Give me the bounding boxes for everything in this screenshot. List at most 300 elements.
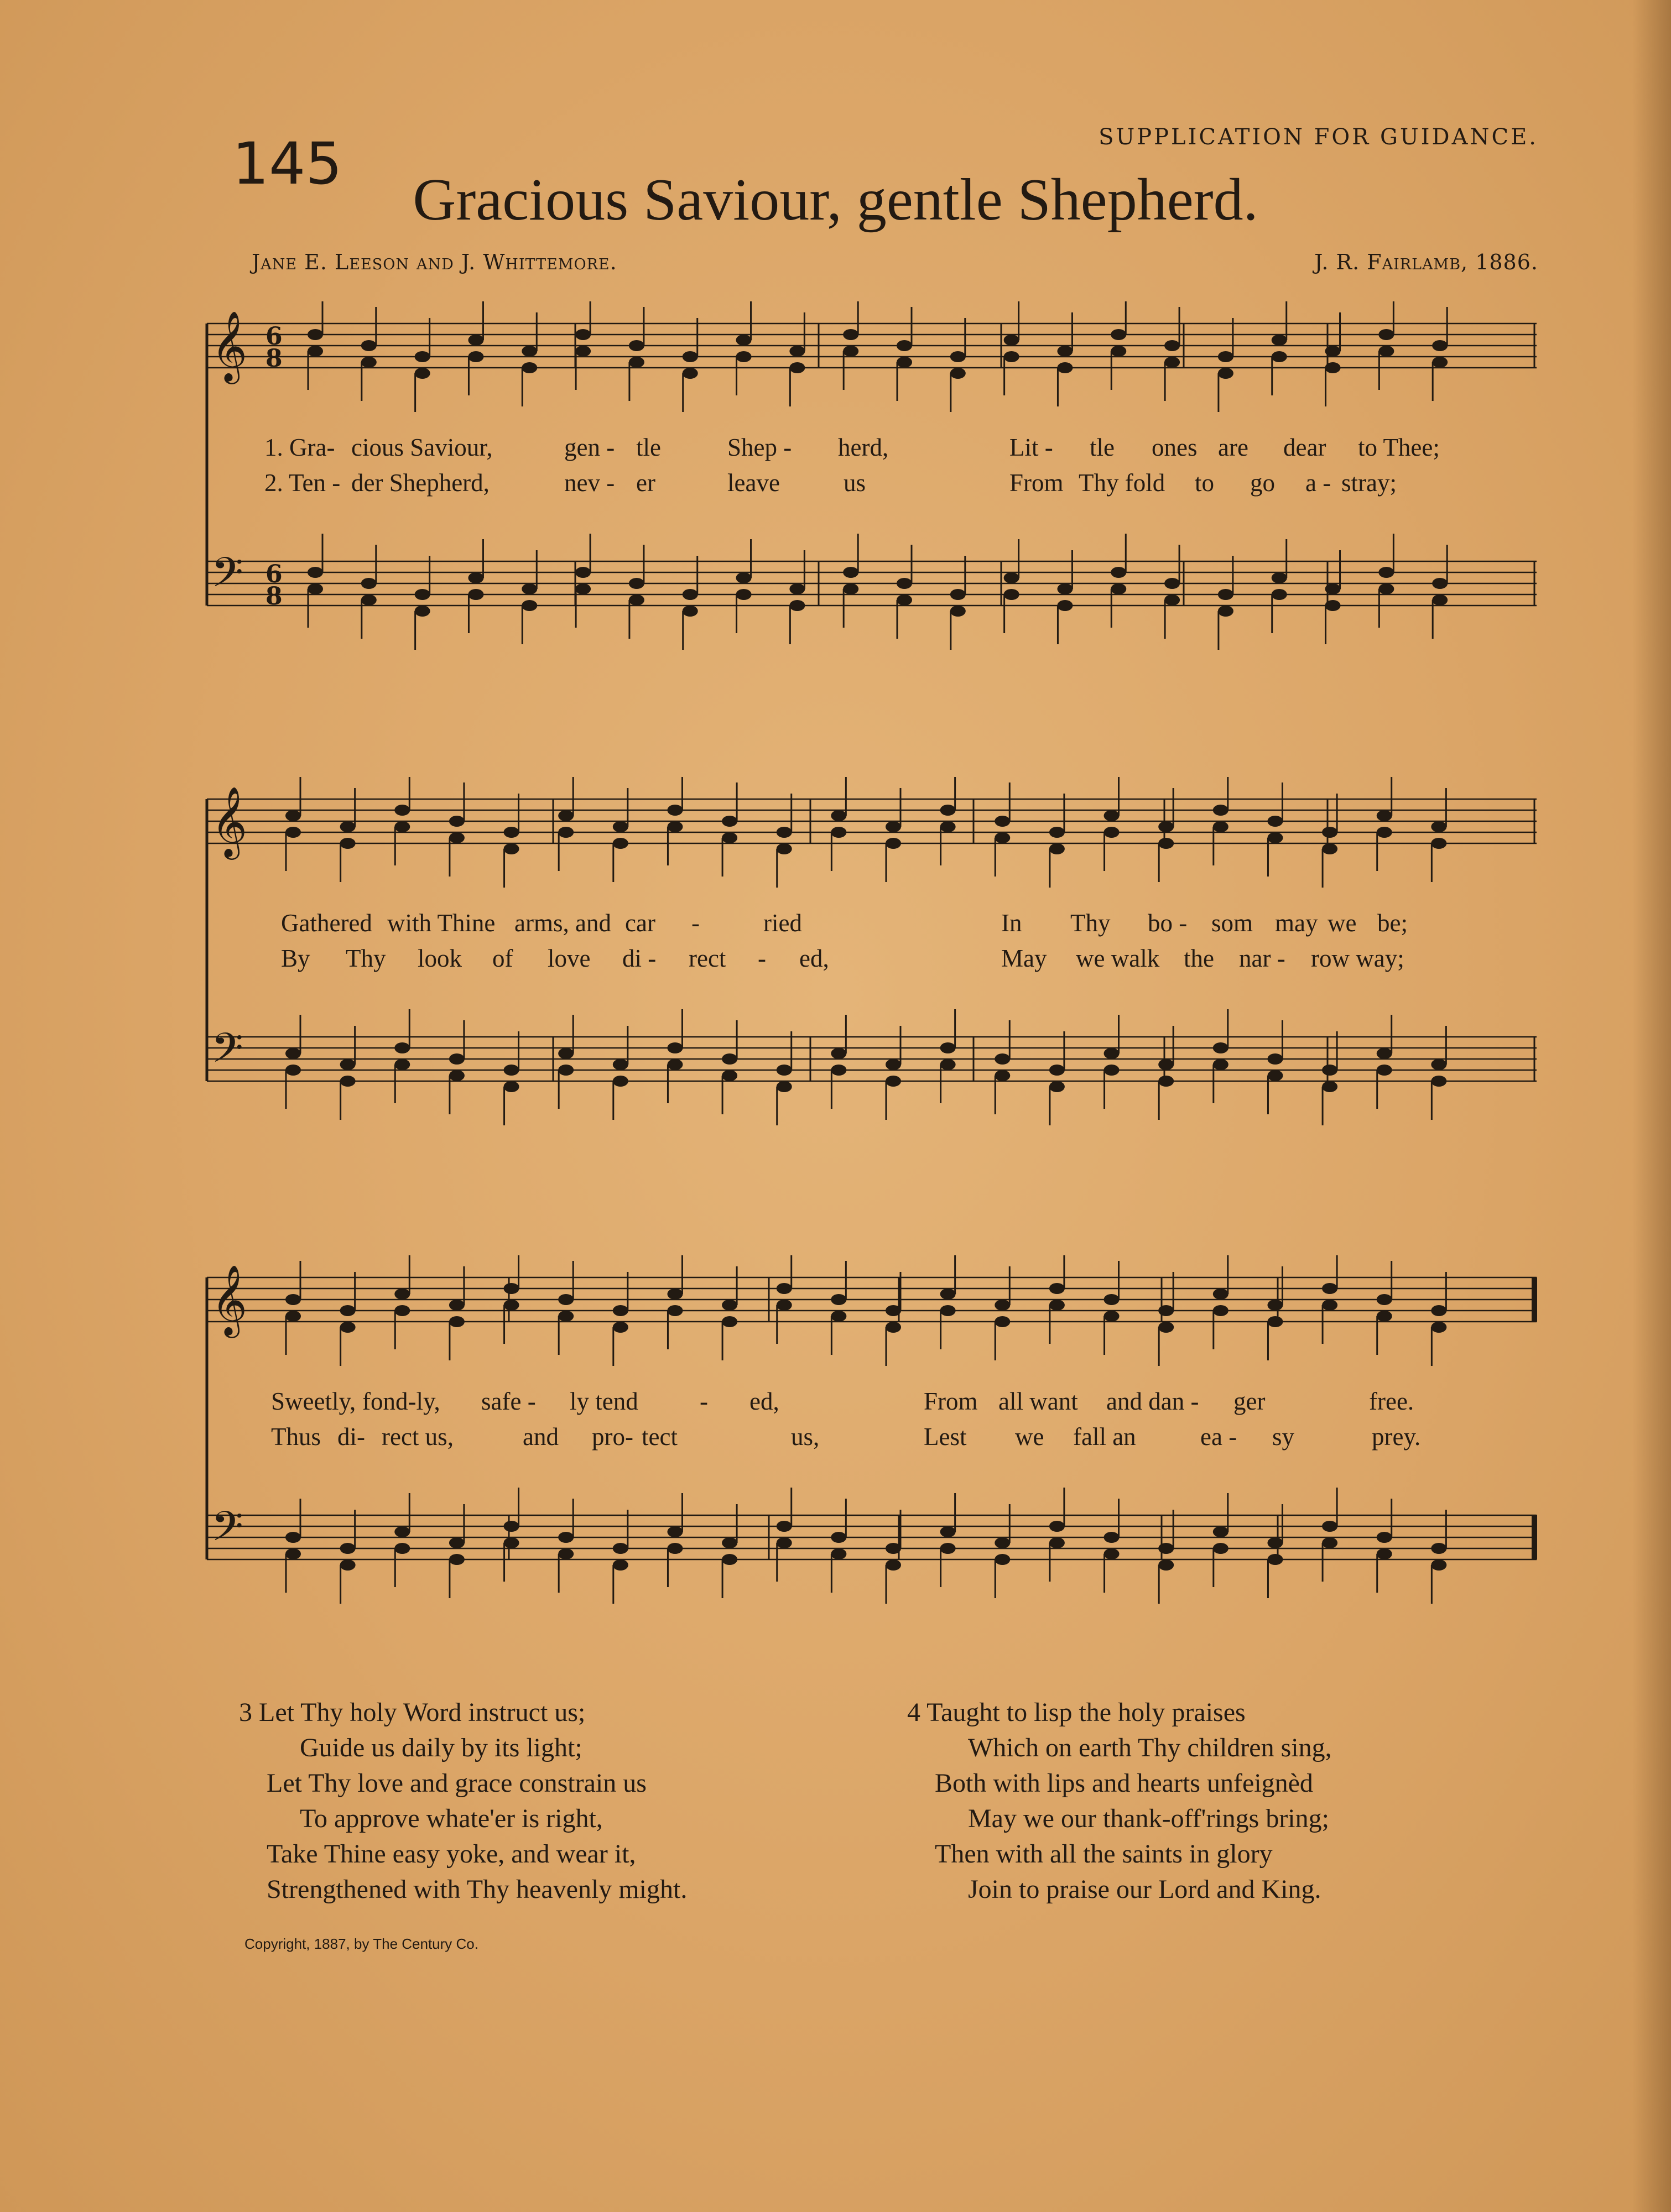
note-head — [886, 1305, 901, 1316]
note-head — [1213, 821, 1228, 832]
note-head — [1049, 827, 1065, 838]
note-head — [831, 1532, 846, 1543]
note-head — [1158, 1076, 1174, 1087]
note-head — [1158, 1322, 1174, 1333]
hymn-title: Gracious Saviour, gentle Shepherd. — [413, 167, 1258, 233]
note-head — [1325, 600, 1341, 611]
note-head — [558, 1294, 574, 1305]
note-head — [950, 606, 966, 617]
note-head — [1213, 1526, 1228, 1537]
verse-4-line-4: May we our thank-off'rings bring; — [968, 1804, 1329, 1833]
note-head — [736, 589, 752, 600]
treble-clef-icon: 𝄞 — [211, 786, 248, 857]
note-head — [522, 346, 537, 357]
note-head — [394, 1526, 410, 1537]
note-head — [449, 1316, 465, 1327]
note-head — [1213, 1288, 1228, 1300]
note-head — [308, 583, 323, 594]
verse-4 — [907, 1695, 1332, 1907]
note-head — [361, 357, 377, 368]
note-head — [449, 1070, 465, 1081]
lyric-line-3-verse-2: Thus di- rect us, and pro- tect us, Lest we fall an ea - sy prey. — [271, 1423, 1421, 1451]
verse-3-line-5: Take Thine easy yoke, and wear it, — [267, 1839, 636, 1869]
note-head — [1057, 346, 1073, 357]
verse-4-line-5: Then with all the saints in glory — [935, 1839, 1273, 1869]
note-head — [1267, 1316, 1283, 1327]
note-head — [1272, 589, 1287, 600]
note-head — [394, 1288, 410, 1300]
note-head — [1004, 351, 1019, 362]
note-head — [995, 1053, 1010, 1065]
note-head — [1104, 810, 1120, 821]
note-head — [308, 346, 323, 357]
note-head — [504, 1521, 519, 1532]
note-head — [940, 805, 956, 816]
note-head — [468, 351, 483, 362]
note-head — [1213, 1543, 1228, 1554]
note-head — [285, 1532, 301, 1543]
note-head — [667, 805, 683, 816]
lyric-line-1-verse-2: 2. Ten - der Shepherd, nev - er leave us From Thy fold to go a - stray; — [264, 469, 1397, 497]
note-head — [886, 1559, 901, 1571]
note-head — [340, 1305, 356, 1316]
note-head — [1322, 1521, 1337, 1532]
note-head — [722, 1316, 737, 1327]
note-head — [667, 1305, 683, 1316]
note-head — [1049, 1081, 1065, 1092]
note-head — [667, 1288, 683, 1300]
note-head — [558, 1548, 574, 1559]
note-head — [504, 827, 519, 838]
note-head — [897, 340, 912, 351]
note-head — [340, 1076, 356, 1087]
note-head — [1104, 1311, 1120, 1322]
note-head — [613, 1076, 628, 1087]
note-head — [940, 1543, 956, 1554]
note-head — [843, 346, 858, 357]
note-head — [1158, 1559, 1174, 1571]
note-head — [950, 368, 966, 379]
note-head — [1322, 1283, 1337, 1294]
note-head — [522, 600, 537, 611]
note-head — [613, 821, 628, 832]
note-head — [1322, 1300, 1337, 1311]
music-system-1 — [205, 301, 1538, 666]
note-head — [1431, 838, 1446, 849]
note-head — [285, 1065, 301, 1076]
note-head — [886, 1059, 901, 1070]
note-head — [613, 1305, 628, 1316]
note-head — [575, 346, 591, 357]
note-head — [831, 1065, 846, 1076]
note-head — [1378, 567, 1394, 578]
note-head — [449, 832, 465, 843]
note-head — [449, 816, 465, 827]
note-head — [1432, 578, 1448, 589]
note-head — [340, 1559, 356, 1571]
note-head — [394, 821, 410, 832]
note-head — [1164, 357, 1180, 368]
note-head — [789, 346, 805, 357]
note-head — [504, 1537, 519, 1548]
note-head — [897, 594, 912, 606]
note-head — [1164, 578, 1180, 589]
note-head — [777, 1065, 792, 1076]
note-head — [1104, 1532, 1120, 1543]
note-head — [361, 578, 377, 589]
note-head — [394, 1042, 410, 1053]
note-head — [1049, 1521, 1065, 1532]
bass-clef-icon: 𝄢 — [211, 1024, 243, 1082]
note-head — [940, 1305, 956, 1316]
note-head — [1325, 346, 1341, 357]
treble-clef-icon: 𝄞 — [211, 1264, 248, 1335]
note-head — [1104, 1048, 1120, 1059]
note-head — [1267, 1537, 1283, 1548]
note-head — [1431, 821, 1446, 832]
note-head — [1377, 827, 1392, 838]
time-signature-bottom: 8 — [266, 582, 283, 611]
note-head — [886, 1076, 901, 1087]
music-credit: J. R. Fairlamb, 1886. — [1314, 250, 1538, 274]
verse-3-number: 3 — [239, 1698, 252, 1727]
note-head — [1218, 606, 1233, 617]
note-head — [940, 1526, 956, 1537]
note-head — [1431, 1305, 1446, 1316]
note-head — [1104, 1548, 1120, 1559]
note-head — [1322, 1065, 1337, 1076]
note-head — [394, 1305, 410, 1316]
note-head — [1111, 329, 1126, 340]
note-head — [886, 821, 901, 832]
note-head — [1158, 1059, 1174, 1070]
note-head — [558, 1048, 574, 1059]
note-head — [415, 368, 430, 379]
note-head — [285, 1294, 301, 1305]
note-head — [629, 594, 644, 606]
note-head — [1057, 362, 1073, 373]
note-head — [1213, 1059, 1228, 1070]
note-head — [575, 567, 591, 578]
note-head — [667, 1042, 683, 1053]
verse-3-line-6: Strengthened with Thy heavenly might. — [267, 1875, 688, 1904]
note-head — [1158, 838, 1174, 849]
note-head — [1111, 346, 1126, 357]
note-head — [1272, 351, 1287, 362]
note-head — [995, 1300, 1010, 1311]
note-head — [1431, 1559, 1446, 1571]
note-head — [1158, 1305, 1174, 1316]
note-head — [1378, 346, 1394, 357]
note-head — [1272, 572, 1287, 583]
note-head — [1004, 572, 1019, 583]
note-head — [1432, 340, 1448, 351]
note-head — [558, 1065, 574, 1076]
note-head — [886, 1543, 901, 1554]
note-head — [613, 1559, 628, 1571]
note-head — [613, 1322, 628, 1333]
note-head — [522, 362, 537, 373]
note-head — [504, 1081, 519, 1092]
note-head — [683, 589, 698, 600]
note-head — [736, 572, 752, 583]
time-signature-top: 6 — [266, 560, 283, 588]
note-head — [831, 1548, 846, 1559]
note-head — [340, 1059, 356, 1070]
note-head — [613, 1543, 628, 1554]
note-head — [1057, 600, 1073, 611]
note-head — [613, 1059, 628, 1070]
note-head — [504, 843, 519, 854]
note-head — [504, 1283, 519, 1294]
time-signature-bottom: 8 — [266, 345, 283, 373]
note-head — [415, 351, 430, 362]
note-head — [1158, 821, 1174, 832]
note-head — [449, 1053, 465, 1065]
note-head — [449, 1554, 465, 1565]
note-head — [886, 1322, 901, 1333]
verse-4-line-1: 4 Taught to lisp the holy praises — [907, 1698, 1246, 1727]
note-head — [843, 583, 858, 594]
note-head — [1049, 843, 1065, 854]
note-head — [1267, 1053, 1283, 1065]
note-head — [843, 567, 858, 578]
note-head — [831, 827, 846, 838]
note-head — [789, 600, 805, 611]
verse-3 — [239, 1695, 687, 1907]
lyric-line-3-verse-1: Sweetly, fond-ly, safe - ly tend - ed, From all want and dan - ger free. — [271, 1387, 1414, 1415]
note-head — [1049, 1300, 1065, 1311]
note-head — [1377, 1548, 1392, 1559]
note-head — [1213, 1305, 1228, 1316]
note-head — [468, 589, 483, 600]
note-head — [843, 329, 858, 340]
note-head — [831, 810, 846, 821]
note-head — [1325, 362, 1341, 373]
bass-clef-icon: 𝄢 — [211, 1503, 243, 1561]
verse-3-line-4: To approve whate'er is right, — [300, 1804, 603, 1833]
note-head — [1431, 1543, 1446, 1554]
note-head — [1267, 816, 1283, 827]
hymn-topic: SUPPLICATION FOR GUIDANCE. — [1099, 124, 1538, 150]
note-head — [995, 832, 1010, 843]
bass-clef-icon: 𝄢 — [211, 549, 243, 607]
note-head — [1213, 1042, 1228, 1053]
note-head — [722, 1053, 737, 1065]
note-head — [1322, 1537, 1337, 1548]
note-head — [667, 1526, 683, 1537]
note-head — [683, 606, 698, 617]
note-head — [831, 1294, 846, 1305]
verse-3-line-2: Guide us daily by its light; — [300, 1733, 582, 1762]
note-head — [340, 1322, 356, 1333]
note-head — [629, 357, 644, 368]
note-head — [831, 1311, 846, 1322]
note-head — [1377, 1532, 1392, 1543]
note-head — [1431, 1322, 1446, 1333]
note-head — [415, 606, 430, 617]
note-head — [722, 832, 737, 843]
note-head — [940, 1288, 956, 1300]
note-head — [308, 567, 323, 578]
note-head — [558, 810, 574, 821]
lyric-line-2-verse-2: By Thy look of love di - rect - ed, May we walk the nar - row way; — [281, 945, 1404, 972]
note-head — [1378, 329, 1394, 340]
note-head — [789, 583, 805, 594]
note-head — [831, 1048, 846, 1059]
note-head — [940, 1042, 956, 1053]
note-head — [285, 1548, 301, 1559]
note-head — [504, 1300, 519, 1311]
note-head — [1158, 1543, 1174, 1554]
hymn-number: 145 — [232, 130, 342, 197]
note-head — [1377, 1065, 1392, 1076]
note-head — [995, 1537, 1010, 1548]
note-head — [285, 827, 301, 838]
note-head — [629, 578, 644, 589]
note-head — [468, 572, 483, 583]
note-head — [1377, 810, 1392, 821]
note-head — [777, 827, 792, 838]
note-head — [1267, 832, 1283, 843]
note-head — [1164, 594, 1180, 606]
note-head — [995, 1554, 1010, 1565]
note-head — [667, 821, 683, 832]
note-head — [1049, 1283, 1065, 1294]
note-head — [1218, 368, 1233, 379]
note-head — [361, 594, 377, 606]
note-head — [940, 1059, 956, 1070]
note-head — [1004, 589, 1019, 600]
note-head — [340, 1543, 356, 1554]
note-head — [777, 843, 792, 854]
note-head — [394, 1543, 410, 1554]
time-signature-top: 6 — [266, 322, 283, 351]
note-head — [777, 1521, 792, 1532]
words-credit: Jane E. Leeson and J. Whittemore. — [252, 250, 617, 274]
note-head — [468, 335, 483, 346]
note-head — [1104, 1065, 1120, 1076]
note-head — [777, 1300, 792, 1311]
note-head — [1325, 583, 1341, 594]
note-head — [1432, 357, 1448, 368]
note-head — [886, 838, 901, 849]
page-edge-shadow — [1632, 0, 1671, 2212]
verse-3-line-1: 3 Let Thy holy Word instruct us; — [239, 1698, 586, 1727]
note-head — [1272, 335, 1287, 346]
note-head — [575, 329, 591, 340]
note-head — [1049, 1537, 1065, 1548]
note-head — [1267, 1554, 1283, 1565]
note-head — [995, 1316, 1010, 1327]
note-head — [394, 1059, 410, 1070]
note-head — [683, 351, 698, 362]
note-head — [285, 1048, 301, 1059]
note-head — [1267, 1300, 1283, 1311]
note-head — [667, 1059, 683, 1070]
note-head — [736, 335, 752, 346]
note-head — [1377, 1311, 1392, 1322]
note-head — [1004, 335, 1019, 346]
note-head — [629, 340, 644, 351]
note-head — [558, 1311, 574, 1322]
note-head — [1322, 1081, 1337, 1092]
copyright-notice: Copyright, 1887, by The Century Co. — [244, 1936, 478, 1952]
note-head — [1377, 1048, 1392, 1059]
note-head — [950, 351, 966, 362]
note-head — [449, 1300, 465, 1311]
note-head — [613, 838, 628, 849]
note-head — [1104, 827, 1120, 838]
lyric-line-1-verse-1: 1. Gra- cious Saviour, gen - tle Shep - herd, Lit - tle ones are dear to Thee; — [264, 434, 1440, 461]
verse-3-line-3: Let Thy love and grace constrain us — [267, 1768, 647, 1798]
note-head — [667, 1543, 683, 1554]
note-head — [285, 1311, 301, 1322]
note-head — [722, 1070, 737, 1081]
note-head — [415, 589, 430, 600]
note-head — [1218, 351, 1233, 362]
music-system-2 — [205, 777, 1538, 1142]
note-head — [722, 1537, 737, 1548]
note-head — [995, 1070, 1010, 1081]
note-head — [1432, 594, 1448, 606]
note-head — [1057, 583, 1073, 594]
note-head — [683, 368, 698, 379]
note-head — [777, 1283, 792, 1294]
note-head — [575, 583, 591, 594]
note-head — [1377, 1294, 1392, 1305]
note-head — [722, 1300, 737, 1311]
note-head — [897, 357, 912, 368]
note-head — [1267, 1070, 1283, 1081]
note-head — [340, 821, 356, 832]
note-head — [897, 578, 912, 589]
note-head — [777, 1537, 792, 1548]
note-head — [1322, 827, 1337, 838]
note-head — [950, 589, 966, 600]
note-head — [558, 827, 574, 838]
note-head — [504, 1065, 519, 1076]
note-head — [1218, 589, 1233, 600]
treble-clef-icon: 𝄞 — [211, 310, 248, 381]
note-head — [522, 583, 537, 594]
note-head — [1111, 567, 1126, 578]
note-head — [1164, 340, 1180, 351]
note-head — [340, 838, 356, 849]
verse-4-line-2: Which on earth Thy children sing, — [968, 1733, 1332, 1762]
note-head — [1378, 583, 1394, 594]
note-head — [449, 1537, 465, 1548]
note-head — [940, 821, 956, 832]
note-head — [361, 340, 377, 351]
note-head — [394, 805, 410, 816]
note-head — [995, 816, 1010, 827]
note-head — [736, 351, 752, 362]
note-head — [1213, 805, 1228, 816]
note-head — [1104, 1294, 1120, 1305]
verse-4-line-3: Both with lips and hearts unfeignèd — [935, 1768, 1313, 1798]
note-head — [1431, 1059, 1446, 1070]
note-head — [777, 1081, 792, 1092]
note-head — [722, 1554, 737, 1565]
note-head — [285, 810, 301, 821]
note-head — [1431, 1076, 1446, 1087]
verse-4-line-6: Join to praise our Lord and King. — [968, 1875, 1321, 1904]
lyric-line-2-verse-1: Gathered with Thine arms, and car - ried In Thy bo - som may we be; — [281, 909, 1408, 937]
note-head — [1111, 583, 1126, 594]
music-system-3 — [205, 1255, 1538, 1620]
verse-4-number: 4 — [907, 1698, 920, 1727]
